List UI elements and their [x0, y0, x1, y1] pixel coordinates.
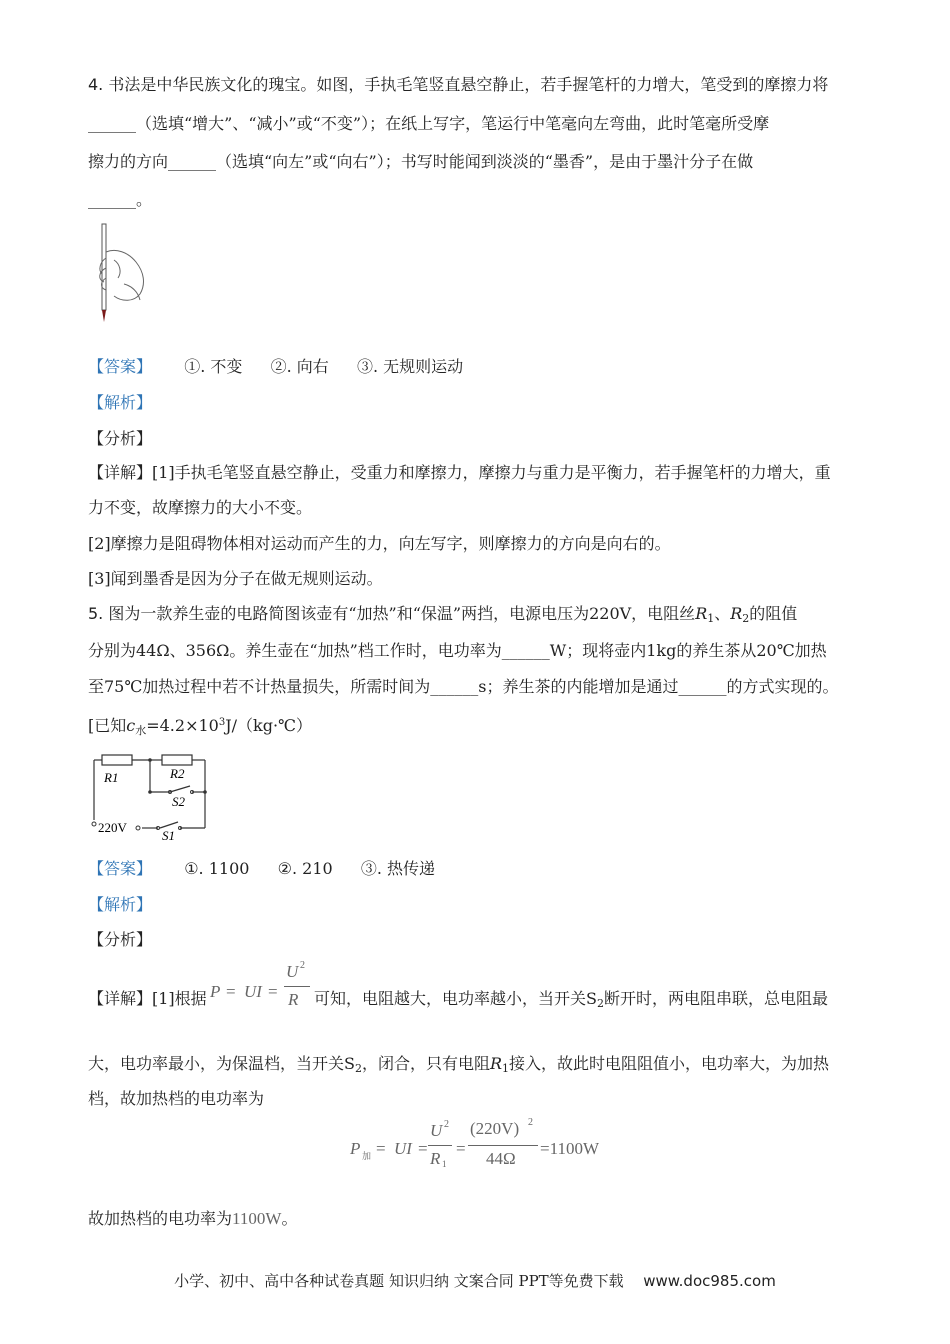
q5-detail1	[88, 988, 207, 1010]
analysis-tag: 【解析】	[88, 393, 153, 412]
q5-text: 。	[281, 1209, 298, 1228]
q5-text: ，闭合，只有电阻	[361, 1054, 490, 1073]
q5-detail2	[88, 1053, 829, 1080]
q4-detail3: [2]摩擦力是阻碍物体相对运动而产生的力，向左写字，则摩擦力的方向是向右的。	[88, 534, 671, 553]
f-den: 44Ω	[486, 1149, 516, 1168]
r1-sub: 1	[707, 612, 715, 625]
q5-detail1-cont	[314, 988, 828, 1015]
q5-line3: 至75℃加热过程中若不计热量损失，所需时间为______s；养生茶的内能增加是通过______的方式实现的。	[88, 677, 839, 696]
r1-symbol: R	[695, 604, 708, 623]
f-eq: =	[268, 982, 278, 1001]
answer-item: ③. 无规则运动	[356, 357, 464, 376]
q4-line4: ______。	[88, 190, 153, 209]
q5-answer	[88, 858, 435, 880]
q4-detail2: 力不变，故摩擦力的大小不变。	[88, 498, 313, 517]
footer-link[interactable]: www.doc985.com	[643, 1272, 776, 1290]
f-eq: =	[376, 1139, 386, 1158]
q4-answer	[88, 356, 463, 378]
f-num: U	[430, 1121, 443, 1140]
exp: 3	[218, 717, 226, 728]
footer	[0, 1270, 950, 1291]
sub: 1	[502, 1062, 510, 1075]
c-sub: 水	[135, 724, 147, 737]
footer-text: 小学、初中、高中各种试卷真题 知识归纳 文案合同 PPT等免费下载	[174, 1272, 624, 1290]
answer-item: ②. 210	[277, 859, 333, 878]
q4-line3: 擦力的方向______（选填“向左”或“向右”）；书写时能闻到淡淡的“墨香”，是由于墨汁分子在做	[88, 152, 754, 171]
s1-label: S1	[162, 828, 175, 840]
f-result: =1100W	[540, 1139, 600, 1158]
s2-label: S2	[172, 794, 185, 809]
analysis-tag: 【解析】	[88, 895, 153, 914]
r-symbol: R	[489, 1054, 503, 1073]
q5-text: 故加热档的电功率为	[88, 1209, 233, 1228]
q5-text: 大，电功率最小，为保温档，当开关S	[88, 1054, 355, 1073]
q5-text: 图为一款养生壶的电路简图该壶有“加热”和“保温”两挡，电源电压为220V，电阻丝	[108, 604, 696, 623]
f-den: R	[430, 1149, 441, 1168]
answer-tag: 【答案】	[88, 859, 153, 878]
f-sub: 加	[362, 1151, 372, 1161]
q5-line2: 分别为44Ω、356Ω。养生壶在“加热”档工作时，电功率为______W；现将壶内1kg的养生茶从20℃加热	[88, 641, 827, 660]
f-ui: UI	[394, 1139, 412, 1158]
sub: 2	[354, 1062, 362, 1075]
final-value: 1100W	[232, 1209, 282, 1228]
q4-detail1: 【详解】[1]手执毛笔竖直悬空静止，受重力和摩擦力，摩擦力与重力是平衡力，若手握笔杆的力增大，重	[88, 463, 831, 482]
sep: 、	[714, 604, 731, 623]
answer-item: ①. 1100	[184, 859, 250, 878]
q5-text: 断开时，两电阻串联，总电阻最	[603, 989, 828, 1008]
q5-text: 的阻值	[749, 604, 798, 623]
answer-item: ②. 向右	[270, 357, 329, 376]
q5-line1	[88, 603, 797, 630]
answer-item: ①. 不变	[184, 357, 243, 376]
q4-line1	[88, 74, 828, 96]
r1-label: R1	[104, 770, 119, 785]
fenxi-tag: 【分析】	[88, 930, 153, 949]
q4-number: 4.	[88, 75, 104, 94]
q5-text: 接入，故此时电阻阻值小，电功率大，为加热	[509, 1054, 830, 1073]
f-eq: =	[418, 1139, 428, 1158]
brush-hand-illustration	[92, 222, 152, 326]
q4-text1: 书法是中华民族文化的瑰宝。如图，手执毛笔竖直悬空静止，若手握笔杆的力增大，笔受到的摩擦力将	[108, 75, 829, 94]
r2-symbol: R	[730, 604, 743, 623]
f-eq: =	[456, 1139, 466, 1158]
q5-text: J/（kg·℃）	[225, 716, 312, 735]
detail-tag: 【详解】[1]根据	[88, 989, 207, 1008]
circuit-diagram	[90, 748, 215, 840]
f-sub: 1	[442, 1159, 447, 1169]
q5-final	[88, 1208, 297, 1230]
f-p: P	[210, 982, 221, 1001]
q5-detail3: 档，故加热档的电功率为	[88, 1089, 265, 1108]
q5-number: 5.	[88, 604, 104, 623]
f-num: (220V)	[470, 1119, 520, 1138]
q5-text: 可知，电阻越大，电功率越小，当开关S	[314, 989, 597, 1008]
r2-label: R2	[170, 766, 185, 781]
f-sup: 2	[300, 960, 305, 971]
q5-text: [已知	[88, 716, 127, 735]
f-p: P	[350, 1139, 361, 1158]
voltage-label: 220V	[98, 820, 127, 835]
f-ui: UI	[244, 982, 262, 1001]
q5-line4	[88, 712, 312, 742]
q4-line2: ______（选填“增大”、“减小”或“不变”）；在纸上写字，笔运行中笔毫向左弯曲，此时笔毫所受摩	[88, 114, 770, 133]
sub: 2	[596, 997, 604, 1010]
f-num: U	[286, 962, 299, 981]
f-sup: 2	[444, 1119, 449, 1130]
f-den: R	[288, 990, 299, 1009]
fenxi-tag: 【分析】	[88, 429, 153, 448]
c-symbol: c	[126, 716, 136, 735]
formula-heating-power	[350, 1117, 610, 1177]
answer-tag: 【答案】	[88, 357, 153, 376]
q4-detail4: [3]闻到墨香是因为分子在做无规则运动。	[88, 569, 383, 588]
formula-power	[210, 962, 310, 1014]
r2-sub: 2	[742, 612, 750, 625]
f-sup: 2	[528, 1117, 533, 1128]
answer-item: ③. 热传递	[360, 859, 436, 878]
f-eq: =	[226, 982, 236, 1001]
q5-text: =4.2×10	[146, 716, 219, 735]
